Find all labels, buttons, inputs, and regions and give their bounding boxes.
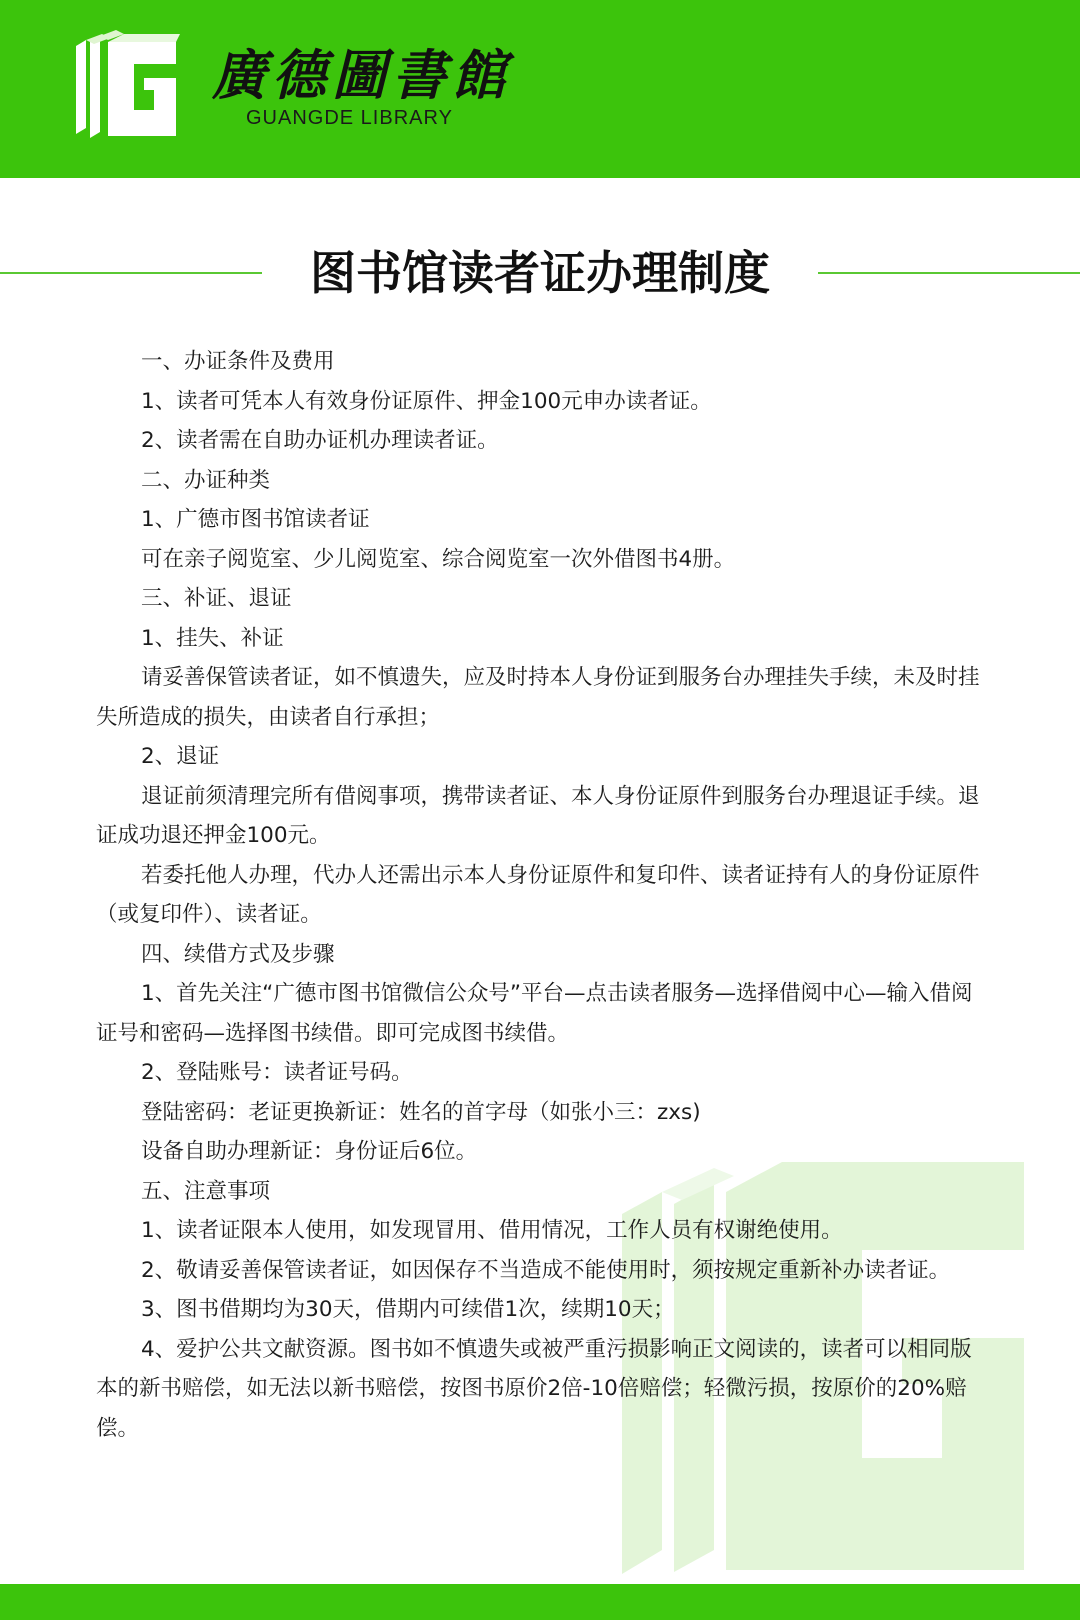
- paragraph: 若委托他人办理，代办人还需出示本人身份证原件和复印件、读者证持有人的身份证原件（或复印件）、读者证。: [96, 862, 980, 927]
- section-heading: 一、办证条件及费用: [141, 349, 335, 374]
- logo-name: 廣德圖書館: [212, 43, 512, 107]
- section-heading: 三、补证、退证: [141, 586, 292, 611]
- paragraph: 2、登陆账号：读者证号码。: [141, 1060, 413, 1085]
- paragraph: 1、首先关注“广德市图书馆微信公众号”平台—点击读者服务—选择借阅中心—输入借阅证号和密码—选择图书续借。即可完成图书续借。: [96, 981, 973, 1046]
- paragraph: 4、爱护公共文献资源。图书如不慎遗失或被严重污损影响正文阅读的，读者可以相同版本的新书赔偿，如无法以新书赔偿，按图书原价2倍-10倍赔偿；轻微污损，按原价的20%赔偿。: [96, 1336, 972, 1441]
- library-books-g-icon: [76, 28, 180, 140]
- footer-band: [0, 1584, 1080, 1620]
- section-heading: 五、注意事项: [141, 1178, 271, 1204]
- paragraph: 3、图书借期均为30天，借期内可续借1次，续期10天；: [141, 1297, 675, 1322]
- paragraph: 退证前须清理完所有借阅事项，携带读者证、本人身份证原件到服务台办理退证手续。退证成功退还押金100元。: [96, 783, 980, 848]
- page-title: 图书馆读者证办理制度: [310, 246, 770, 300]
- paragraph: 可在亲子阅览室、少儿阅览室、综合阅览室一次外借图书4册。: [141, 546, 736, 572]
- title-divider-left: [0, 272, 262, 274]
- paragraph: 2、读者需在自助办证机办理读者证。: [141, 428, 499, 453]
- section-heading: 二、办证种类: [141, 467, 271, 493]
- paragraph: 设备自助办理新证：身份证后6位。: [141, 1139, 478, 1164]
- logo-subtitle: GUANGDE LIBRARY: [246, 107, 453, 129]
- section-heading: 四、续借方式及步骤: [141, 941, 335, 967]
- document-body: [96, 342, 986, 1448]
- paragraph: 登陆密码：老证更换新证：姓名的首字母（如张小三：zxs): [141, 1099, 701, 1125]
- header-banner: [0, 0, 1080, 178]
- paragraph: 1、读者证限本人使用，如发现冒用、借用情况，工作人员有权谢绝使用。: [141, 1218, 843, 1243]
- paragraph: 请妥善保管读者证，如不慎遗失，应及时持本人身份证到服务台办理挂失手续，未及时挂失所造成的损失，由读者自行承担；: [96, 665, 980, 730]
- paragraph: 1、挂失、补证: [141, 625, 284, 651]
- paragraph: 2、敬请妥善保管读者证，如因保存不当造成不能使用时，须按规定重新补办读者证。: [141, 1257, 951, 1283]
- paragraph: 1、广德市图书馆读者证: [141, 507, 370, 532]
- paragraph: 1、读者可凭本人有效身份证原件、押金100元申办读者证。: [141, 388, 712, 414]
- paragraph: 2、退证: [141, 744, 220, 769]
- title-divider-right: [818, 272, 1080, 274]
